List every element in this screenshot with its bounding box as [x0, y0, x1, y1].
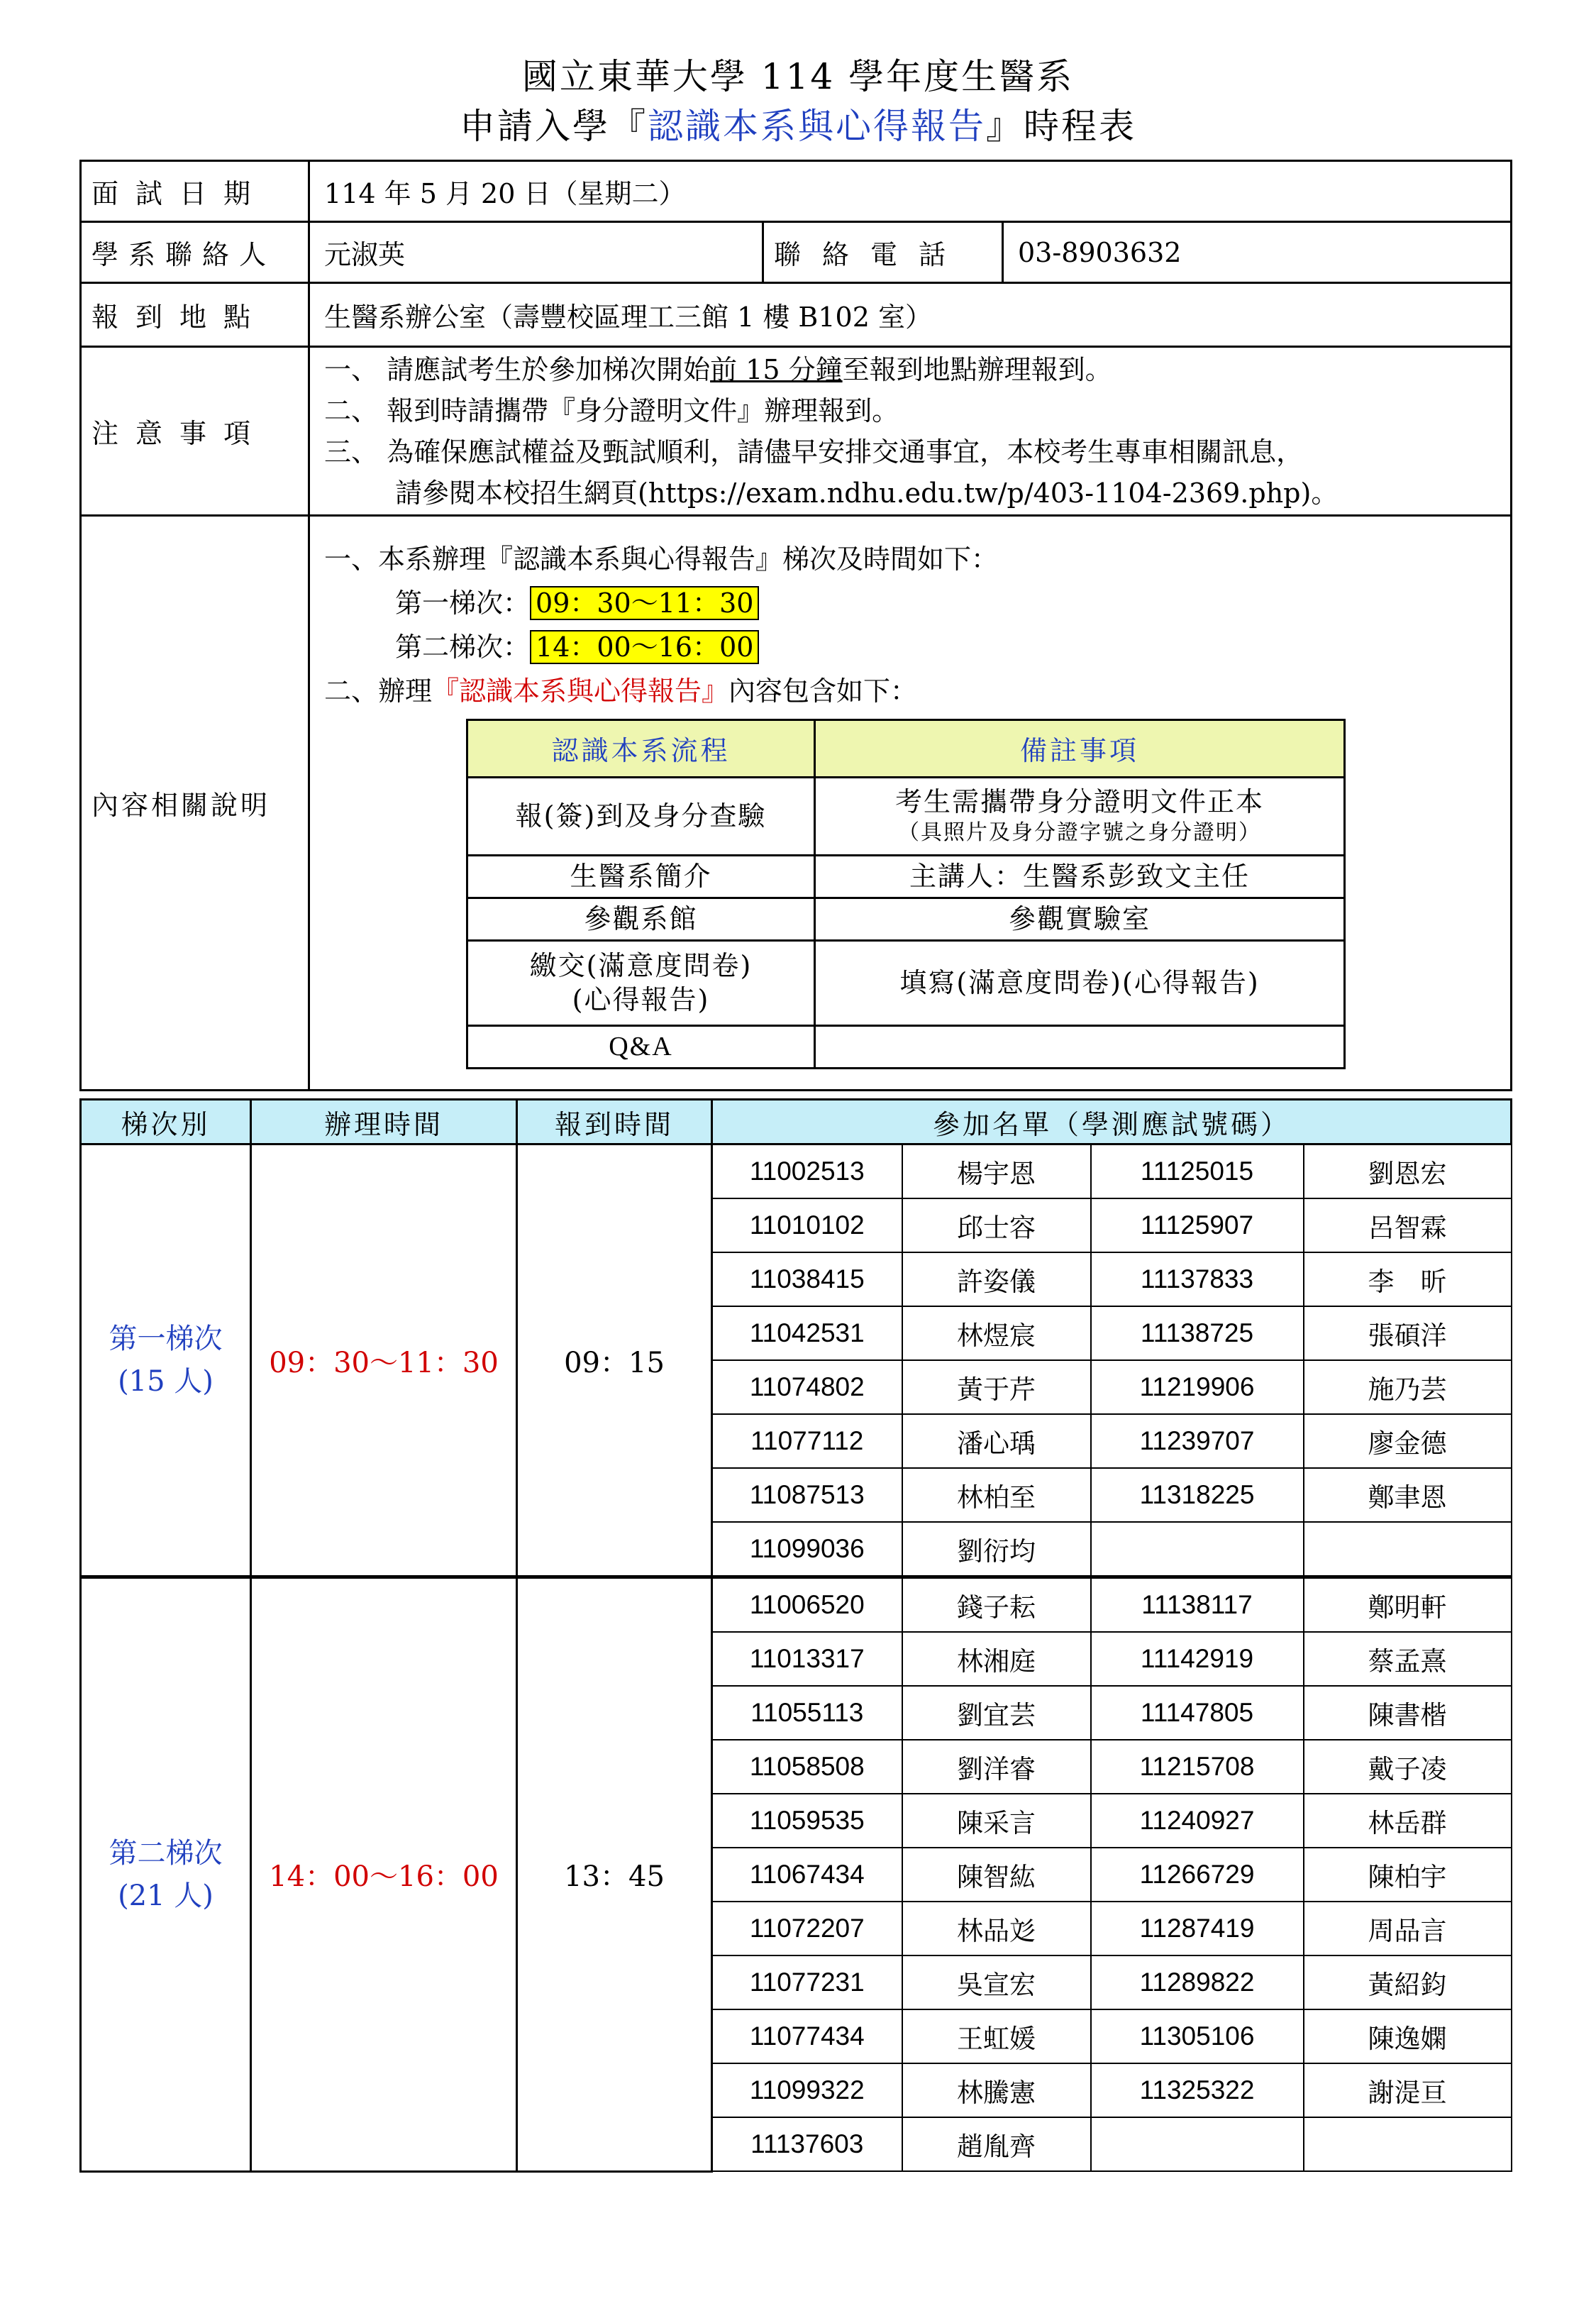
exam-number: 11219906: [1091, 1360, 1304, 1414]
subtitle-highlight: 認識本系與心得報告: [648, 106, 986, 147]
student-name: 劉宜芸: [902, 1686, 1091, 1740]
exam-number: 11010102: [712, 1198, 902, 1252]
exam-number: 11002513: [712, 1144, 902, 1199]
location-value: 生醫系辦公室（壽豐校區理工三館 1 樓 B102 室）: [309, 283, 1512, 347]
flow-step: 生醫系簡介: [467, 855, 815, 898]
exam-number: 11058508: [712, 1740, 902, 1794]
phone-value: 03-8903632: [1003, 222, 1512, 283]
roster-table: [79, 1098, 1512, 2173]
info-table: [79, 160, 1512, 1091]
student-name: 劉衍均: [902, 1522, 1091, 1577]
student-name: 劉恩宏: [1304, 1144, 1512, 1199]
exam-number: 11125907: [1091, 1198, 1304, 1252]
exam-number: 11013317: [712, 1632, 902, 1686]
notes-list: [309, 347, 1512, 516]
flow-note: [815, 1025, 1345, 1068]
contact-label: 學系聯絡人: [81, 222, 309, 283]
flow-header-note: 備註事項: [815, 719, 1345, 777]
document-title: 國立東華大學 114 學年度生醫系: [521, 56, 1075, 97]
exam-number: 11305106: [1091, 2009, 1304, 2063]
student-name: 林岳群: [1304, 1794, 1512, 1848]
student-name: 吳宣宏: [902, 1955, 1091, 2009]
student-name: 李 昕: [1304, 1252, 1512, 1306]
student-name: 林柏至: [902, 1468, 1091, 1522]
exam-number: 11215708: [1091, 1740, 1304, 1794]
exam-number: [1091, 2117, 1304, 2171]
flow-note: 考生需攜帶身分證明文件正本 （具照片及身分證字號之身分證明）: [815, 777, 1345, 855]
roster-header-checkin: 報到時間: [517, 1100, 712, 1144]
roster-header-session: 梯次別: [81, 1100, 251, 1144]
exam-number: 11318225: [1091, 1468, 1304, 1522]
exam-number: 11239707: [1091, 1414, 1304, 1468]
exam-number: 11137603: [712, 2117, 902, 2171]
flow-step: 參觀系館: [467, 898, 815, 940]
content-line-1: 一、本系辦理『認識本系與心得報告』梯次及時間如下：: [324, 543, 999, 575]
exam-number: 11077231: [712, 1955, 902, 2009]
session-name: 第二梯次: [109, 1836, 223, 1870]
student-name: 陳采言: [902, 1794, 1091, 1848]
location-label: 報到地點: [81, 283, 309, 347]
student-name: 張碩洋: [1304, 1306, 1512, 1360]
exam-number: [1091, 1522, 1304, 1577]
exam-number: 11077434: [712, 2009, 902, 2063]
session-checkin-time: 13：45: [517, 1577, 712, 2172]
student-name: 趙胤齊: [902, 2117, 1091, 2171]
exam-number: 11138117: [1091, 1577, 1304, 1633]
session-time: 09：30～11：30: [251, 1144, 517, 1577]
student-name: 陳智紘: [902, 1848, 1091, 1902]
student-name: 林煜宸: [902, 1306, 1091, 1360]
contact-value: 元淑英: [309, 222, 763, 283]
note-emphasis: 前 15 分鐘: [710, 353, 843, 385]
exam-number: 11038415: [712, 1252, 902, 1306]
student-name: 林湘庭: [902, 1632, 1091, 1686]
note-item: 一、 請應試考生於參加梯次開始前 15 分鐘至報到地點辦理報到。: [324, 353, 1112, 385]
flow-note-detail: （具照片及身分證字號之身分證明）: [898, 820, 1261, 845]
student-name: 邱士容: [902, 1198, 1091, 1252]
exam-number: 11240927: [1091, 1794, 1304, 1848]
exam-number: 11125015: [1091, 1144, 1304, 1199]
student-name: 王虹媛: [902, 2009, 1091, 2063]
exam-number: 11087513: [712, 1468, 902, 1522]
exam-number: 11099036: [712, 1522, 902, 1577]
exam-number: 11325322: [1091, 2063, 1304, 2117]
student-name: 戴子凌: [1304, 1740, 1512, 1794]
exam-number: 11072207: [712, 1902, 902, 1955]
student-name: [1304, 1522, 1512, 1577]
student-name: 潘心瑀: [902, 1414, 1091, 1468]
student-name: 黃紹鈞: [1304, 1955, 1512, 2009]
note-item: 三、 為確保應試權益及甄試順利，請儘早安排交通事宜，本校考生專車相關訊息，: [324, 436, 1304, 468]
flow-note: 主講人：生醫系彭致文主任: [815, 855, 1345, 898]
subtitle-prefix: 申請入學『: [460, 106, 648, 147]
exam-number: 11059535: [712, 1794, 902, 1848]
roster-header-time: 辦理時間: [251, 1100, 517, 1144]
note-item: 請參閱本校招生網頁(https://exam.ndhu.edu.tw/p/403-1104-2369.php)。: [395, 477, 1339, 509]
subtitle-suffix: 』時程表: [986, 106, 1136, 147]
student-name: 鄭明軒: [1304, 1577, 1512, 1633]
roster-header-list: 參加名單（學測應試號碼）: [712, 1100, 1512, 1144]
student-name: 劉洋睿: [902, 1740, 1091, 1794]
student-name: 陳柏宇: [1304, 1848, 1512, 1902]
content-line-2: 二、辦理『認識本系與心得報告』內容包含如下：: [324, 675, 918, 707]
exam-number: 11055113: [712, 1686, 902, 1740]
content-line-2-highlight: 『認識本系與心得報告』: [432, 675, 729, 707]
note-item: 二、 報到時請攜帶『身分證明文件』辦理報到。: [324, 395, 899, 426]
student-name: 楊宇恩: [902, 1144, 1091, 1199]
exam-number: 11074802: [712, 1360, 902, 1414]
session-1: 第一梯次： 09：30～11：30: [324, 581, 1496, 625]
flow-step: 報(簽)到及身分查驗: [467, 777, 815, 855]
exam-number: 11266729: [1091, 1848, 1304, 1902]
table-row: [81, 1577, 1512, 1633]
session-1-time: 09：30～11：30: [530, 586, 759, 620]
student-name: 陳書楷: [1304, 1686, 1512, 1740]
student-name: 呂智霖: [1304, 1198, 1512, 1252]
student-name: 施乃芸: [1304, 1360, 1512, 1414]
session-time: 14：00～16：00: [251, 1577, 517, 2172]
date-value: 114 年 5 月 20 日（星期二）: [309, 161, 1512, 222]
student-name: 黃于芹: [902, 1360, 1091, 1414]
session-checkin-time: 09：15: [517, 1144, 712, 1577]
student-name: 林騰憲: [902, 2063, 1091, 2117]
exam-number: 11138725: [1091, 1306, 1304, 1360]
flow-step: 繳交(滿意度問卷) (心得報告): [467, 940, 815, 1025]
date-label: 面試日期: [81, 161, 309, 222]
exam-number: 11147805: [1091, 1686, 1304, 1740]
session-2-time: 14：00～16：00: [530, 630, 759, 664]
student-name: 蔡孟熹: [1304, 1632, 1512, 1686]
exam-number: 11042531: [712, 1306, 902, 1360]
content-label: 內容相關說明: [81, 516, 309, 1091]
student-name: 謝湜亘: [1304, 2063, 1512, 2117]
exam-number: 11137833: [1091, 1252, 1304, 1306]
session-name: 第一梯次: [109, 1323, 223, 1355]
document-subtitle: [0, 105, 1596, 148]
table-row: [81, 1144, 1512, 1199]
exam-number: 11067434: [712, 1848, 902, 1902]
content-description: [309, 516, 1512, 1091]
exam-number: 11006520: [712, 1577, 902, 1633]
flow-note: 參觀實驗室: [815, 898, 1345, 940]
exam-number: 11099322: [712, 2063, 902, 2117]
exam-number: 11142919: [1091, 1632, 1304, 1686]
student-name: 廖金德: [1304, 1414, 1512, 1468]
student-name: 許姿儀: [902, 1252, 1091, 1306]
flow-table: [466, 719, 1346, 1069]
session-2: 第二梯次： 14：00～16：00: [324, 625, 1496, 669]
phone-label: 聯絡電話: [763, 222, 1003, 283]
student-name: 周品言: [1304, 1902, 1512, 1955]
notes-label: 注意事項: [81, 347, 309, 516]
flow-step: Q&A: [467, 1025, 815, 1068]
session-count: (21 人): [118, 1879, 214, 1912]
exam-number: 11287419: [1091, 1902, 1304, 1955]
student-name: [1304, 2117, 1512, 2171]
exam-number: 11077112: [712, 1414, 902, 1468]
student-name: 陳逸嫻: [1304, 2009, 1512, 2063]
session-count: (15 人): [118, 1365, 214, 1398]
student-name: 林品彣: [902, 1902, 1091, 1955]
flow-header-step: 認識本系流程: [467, 719, 815, 777]
session-group-label: [81, 1577, 251, 2172]
flow-note: 填寫(滿意度問卷)(心得報告): [815, 940, 1345, 1025]
session-group-label: [81, 1144, 251, 1577]
student-name: 鄭聿恩: [1304, 1468, 1512, 1522]
exam-number: 11289822: [1091, 1955, 1304, 2009]
student-name: 錢子耘: [902, 1577, 1091, 1633]
